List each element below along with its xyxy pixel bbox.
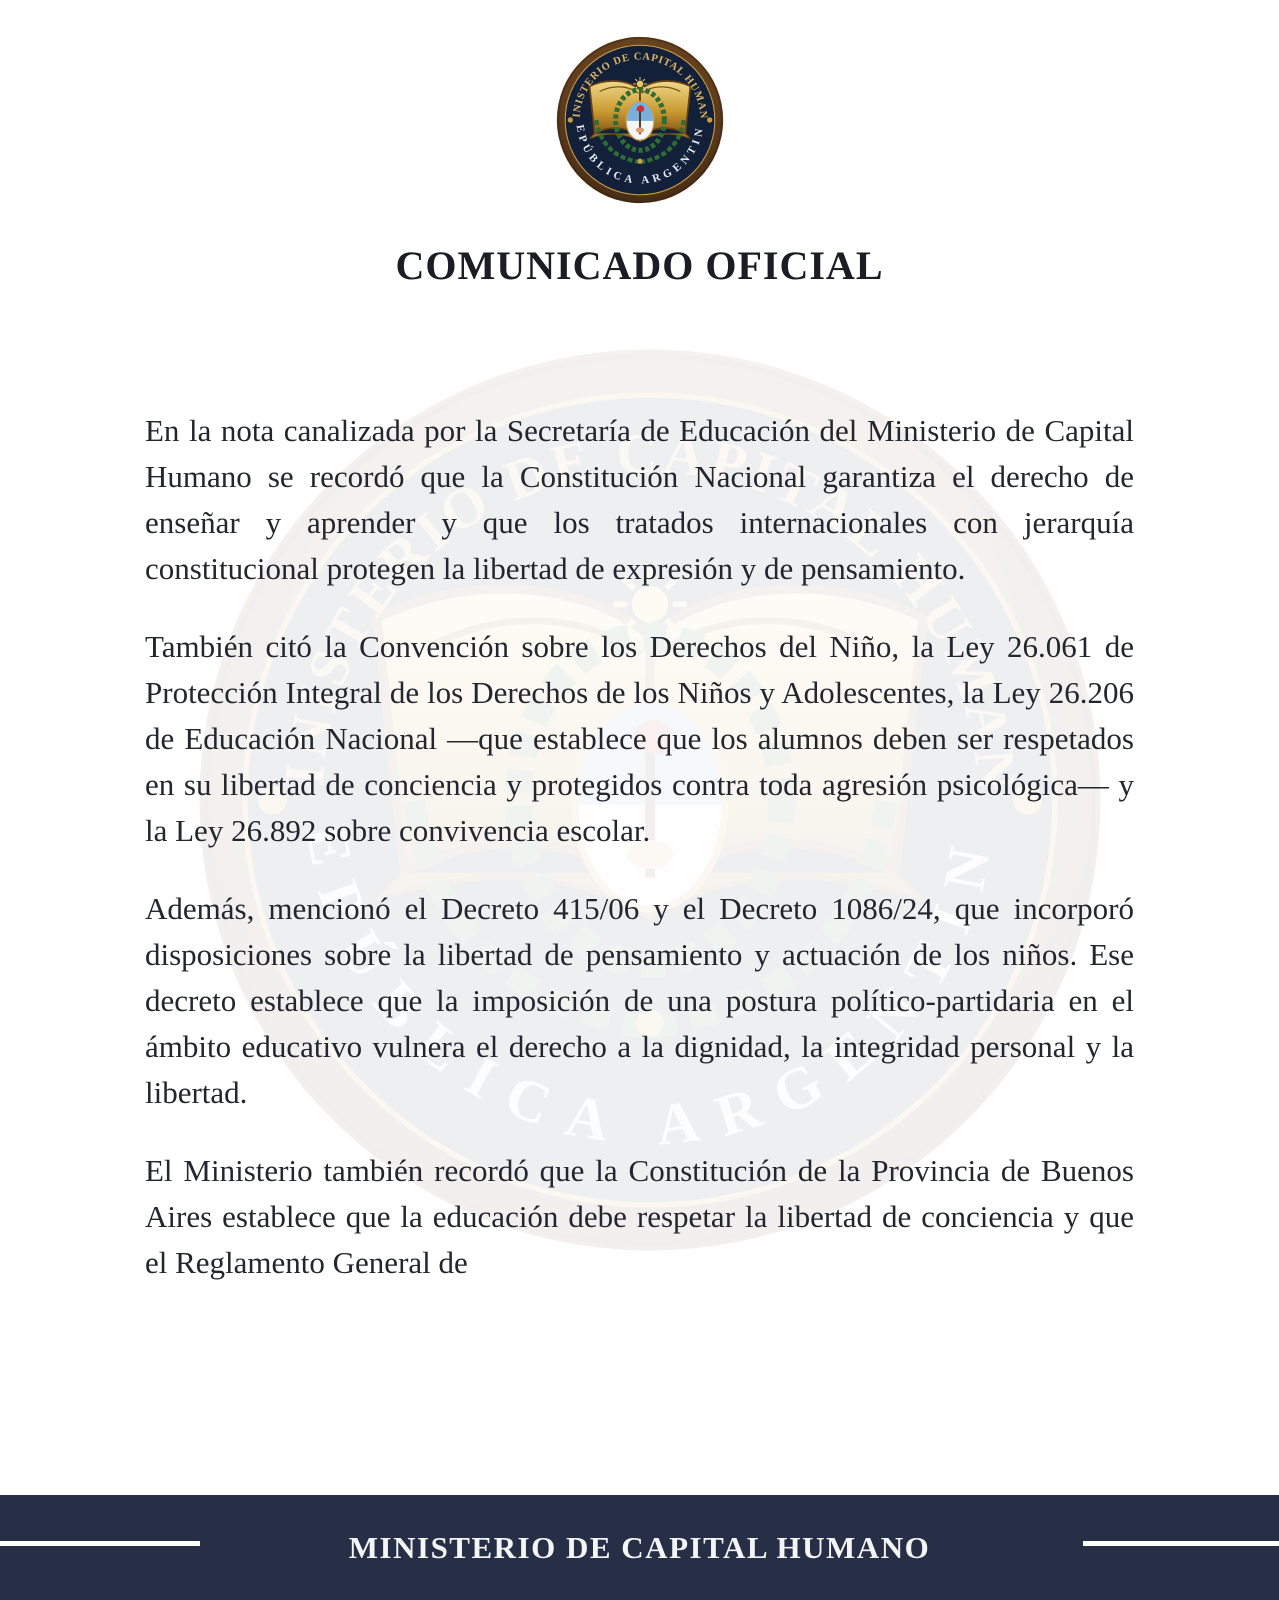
footer-bar — [0, 1495, 1279, 1600]
paragraph-3: Además, mencionó el Decreto 415/06 y el Decreto 1086/24, que incorporó disposiciones sobre la libertad de pensamiento y actuación de los niños. Ese decreto establece que la imposición de una postura político-partidaria en el ámbito educativo vulnera el derecho a la dignidad, la integridad personal y la libertad. — [145, 891, 1134, 1110]
paragraph-1: En la nota canalizada por la Secretaría de Educación del Ministerio de Capital Humano se recordó que la Constitución Nacional garantiza el derecho de enseñar y aprender y que los tratados internacionales con jerarquía constitucional protegen la libertad de expresión y de pensamiento. — [145, 413, 1134, 586]
footer-left-rule — [0, 1541, 200, 1546]
paragraph-4: El Ministerio también recordó que la Constitución de la Provincia de Buenos Aires establece que la educación debe respetar la libertad de conciencia y que el Reglamento General de — [145, 1153, 1134, 1280]
paragraph-2: También citó la Convención sobre los Derechos del Niño, la Ley 26.061 de Protección Integral de los Derechos de los Niños y Adolescentes, la Ley 26.206 de Educación Nacional —que establece que los alumnos deben ser respetados en su libertad de conciencia y protegidos contra toda agresión psicológica— y la Ley 26.892 sobre convivencia escolar. — [145, 629, 1134, 848]
document-body — [145, 408, 1134, 1318]
ministry-seal — [556, 36, 724, 204]
page-title: COMUNICADO OFICIAL — [395, 243, 884, 288]
footer-right-rule — [1083, 1541, 1279, 1546]
footer-title: MINISTERIO DE CAPITAL HUMANO — [348, 1529, 931, 1565]
